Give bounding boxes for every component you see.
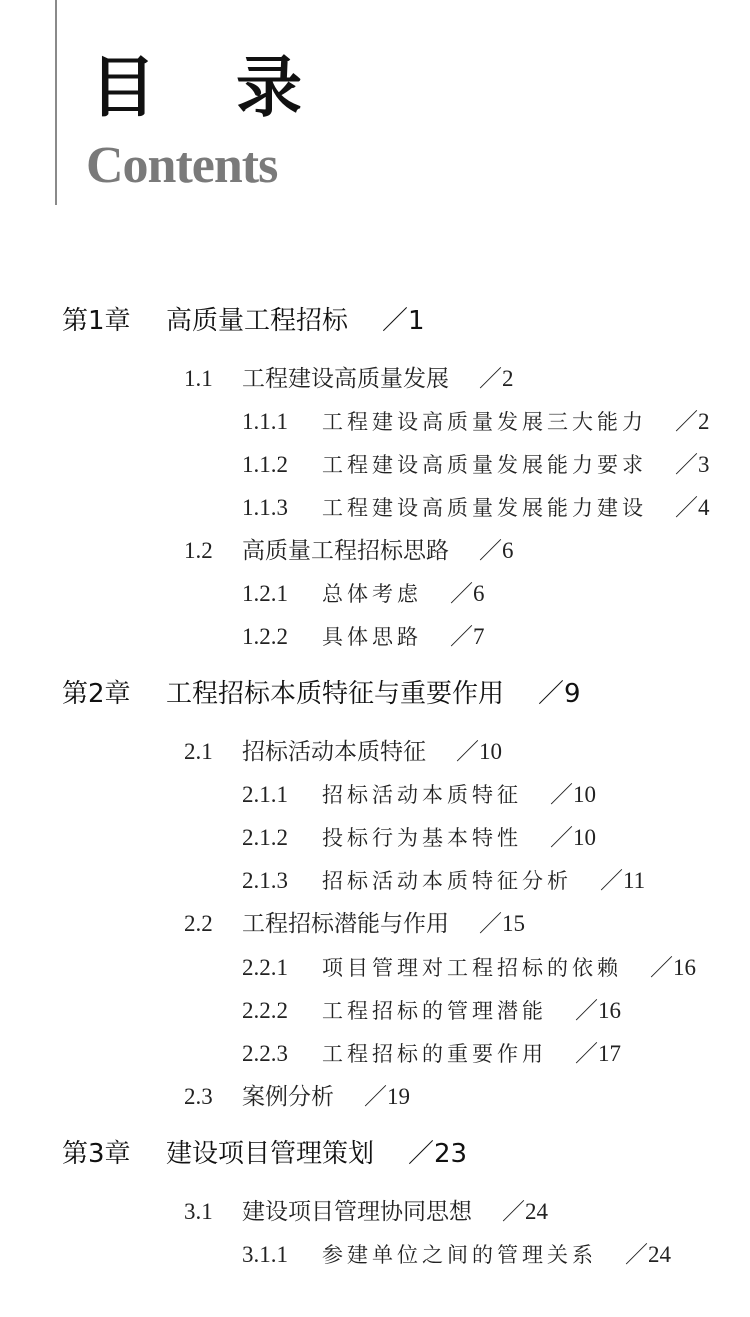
- toc-number: 2.1.2: [242, 825, 288, 850]
- toc-title: 总体考虑: [322, 582, 422, 606]
- toc-page: ／19: [364, 1084, 410, 1109]
- toc-number: 2.1.3: [242, 868, 288, 893]
- toc-title: 高质量工程招标: [166, 306, 349, 336]
- toc-title: 工程招标的重要作用: [322, 1042, 547, 1066]
- toc-number: 3.1: [184, 1199, 213, 1224]
- toc-section[interactable]: [184, 733, 502, 766]
- toc-chapter[interactable]: [62, 1133, 467, 1170]
- toc-subsection[interactable]: [242, 489, 710, 522]
- toc-title: 招标活动本质特征分析: [322, 869, 572, 893]
- toc-title: 投标行为基本特性: [322, 826, 522, 850]
- toc-page: ／10: [550, 782, 596, 807]
- toc-number: 2.2.3: [242, 1041, 288, 1066]
- toc-section[interactable]: [184, 360, 514, 393]
- toc-subsection[interactable]: [242, 862, 645, 895]
- toc-title: 具体思路: [322, 625, 422, 649]
- toc-subsection[interactable]: [242, 776, 596, 809]
- toc-subsection[interactable]: [242, 403, 710, 436]
- toc-subsection[interactable]: [242, 446, 710, 479]
- toc-title: 高质量工程招标思路: [242, 538, 449, 564]
- toc-number: 2.2: [184, 911, 213, 936]
- toc-subsection[interactable]: [242, 618, 485, 651]
- toc-title: 工程建设高质量发展三大能力: [322, 410, 647, 434]
- toc-number: 1.1.2: [242, 452, 288, 477]
- page-title-char-1: 目: [90, 49, 156, 126]
- toc-title: 参建单位之间的管理关系: [322, 1243, 597, 1267]
- toc-section[interactable]: [184, 532, 514, 565]
- toc-number: 第1章: [62, 306, 131, 336]
- toc-page: ／11: [600, 868, 646, 893]
- toc-title: 建设项目管理协同思想: [242, 1199, 472, 1225]
- toc-title: 招标活动本质特征: [242, 739, 426, 765]
- toc-page: ／24: [502, 1199, 548, 1224]
- toc-number: 1.1.3: [242, 495, 288, 520]
- toc-page: ／16: [650, 955, 696, 980]
- toc-page: ／23: [408, 1139, 468, 1169]
- toc-page: ／15: [479, 911, 525, 936]
- toc-number: 第2章: [62, 679, 131, 709]
- toc-page: ／7: [450, 624, 485, 649]
- toc-number: 2.3: [184, 1084, 213, 1109]
- toc-title: 案例分析: [242, 1084, 334, 1110]
- toc-section[interactable]: [184, 905, 525, 938]
- toc-number: 3.1.1: [242, 1242, 288, 1267]
- toc-number: 1.1.1: [242, 409, 288, 434]
- toc-page: ／3: [675, 452, 710, 477]
- toc-subsection[interactable]: [242, 819, 596, 852]
- toc-subsection[interactable]: [242, 575, 485, 608]
- toc-number: 2.2.2: [242, 998, 288, 1023]
- toc-section[interactable]: [184, 1078, 410, 1111]
- toc-number: 2.1: [184, 739, 213, 764]
- page-title-char-2: 录: [236, 49, 302, 126]
- toc-subsection[interactable]: [242, 1236, 671, 1269]
- toc-title: 工程招标本质特征与重要作用: [166, 679, 505, 709]
- toc-title: 招标活动本质特征: [322, 783, 522, 807]
- toc-number: 1.2.2: [242, 624, 288, 649]
- toc-page: ／2: [479, 366, 514, 391]
- toc-page: ／2: [675, 409, 710, 434]
- toc-page: ／9: [538, 679, 581, 709]
- toc-page: ／24: [625, 1242, 671, 1267]
- toc-number: 1.1: [184, 366, 213, 391]
- toc-title: 工程建设高质量发展: [242, 366, 449, 392]
- toc-page: ／10: [550, 825, 596, 850]
- toc-page: ／17: [575, 1041, 621, 1066]
- toc-number: 1.2.1: [242, 581, 288, 606]
- toc-title: 工程招标的管理潜能: [322, 999, 547, 1023]
- toc-page: ／10: [456, 739, 502, 764]
- toc-page: ／6: [450, 581, 485, 606]
- toc-title: 工程招标潜能与作用: [242, 911, 449, 937]
- toc-chapter[interactable]: [62, 300, 425, 337]
- toc-title: 工程建设高质量发展能力要求: [322, 453, 647, 477]
- toc-page: ／1: [382, 306, 425, 336]
- toc-number: 第3章: [62, 1139, 131, 1169]
- header-side-rule: [55, 0, 57, 205]
- page-subtitle: Contents: [86, 137, 278, 194]
- toc-chapter[interactable]: [62, 673, 581, 710]
- toc-number: 1.2: [184, 538, 213, 563]
- toc-section[interactable]: [184, 1193, 548, 1226]
- toc-page: ／4: [675, 495, 710, 520]
- toc-page: ／16: [575, 998, 621, 1023]
- toc-title: 项目管理对工程招标的依赖: [322, 956, 622, 980]
- toc-subsection[interactable]: [242, 949, 696, 982]
- toc-subsection[interactable]: [242, 1035, 621, 1068]
- toc-subsection[interactable]: [242, 992, 621, 1025]
- toc-number: 2.2.1: [242, 955, 288, 980]
- toc-title: 工程建设高质量发展能力建设: [322, 496, 647, 520]
- toc-number: 2.1.1: [242, 782, 288, 807]
- toc-page: ／6: [479, 538, 514, 563]
- page-title: [90, 48, 302, 128]
- toc-title: 建设项目管理策划: [166, 1139, 375, 1169]
